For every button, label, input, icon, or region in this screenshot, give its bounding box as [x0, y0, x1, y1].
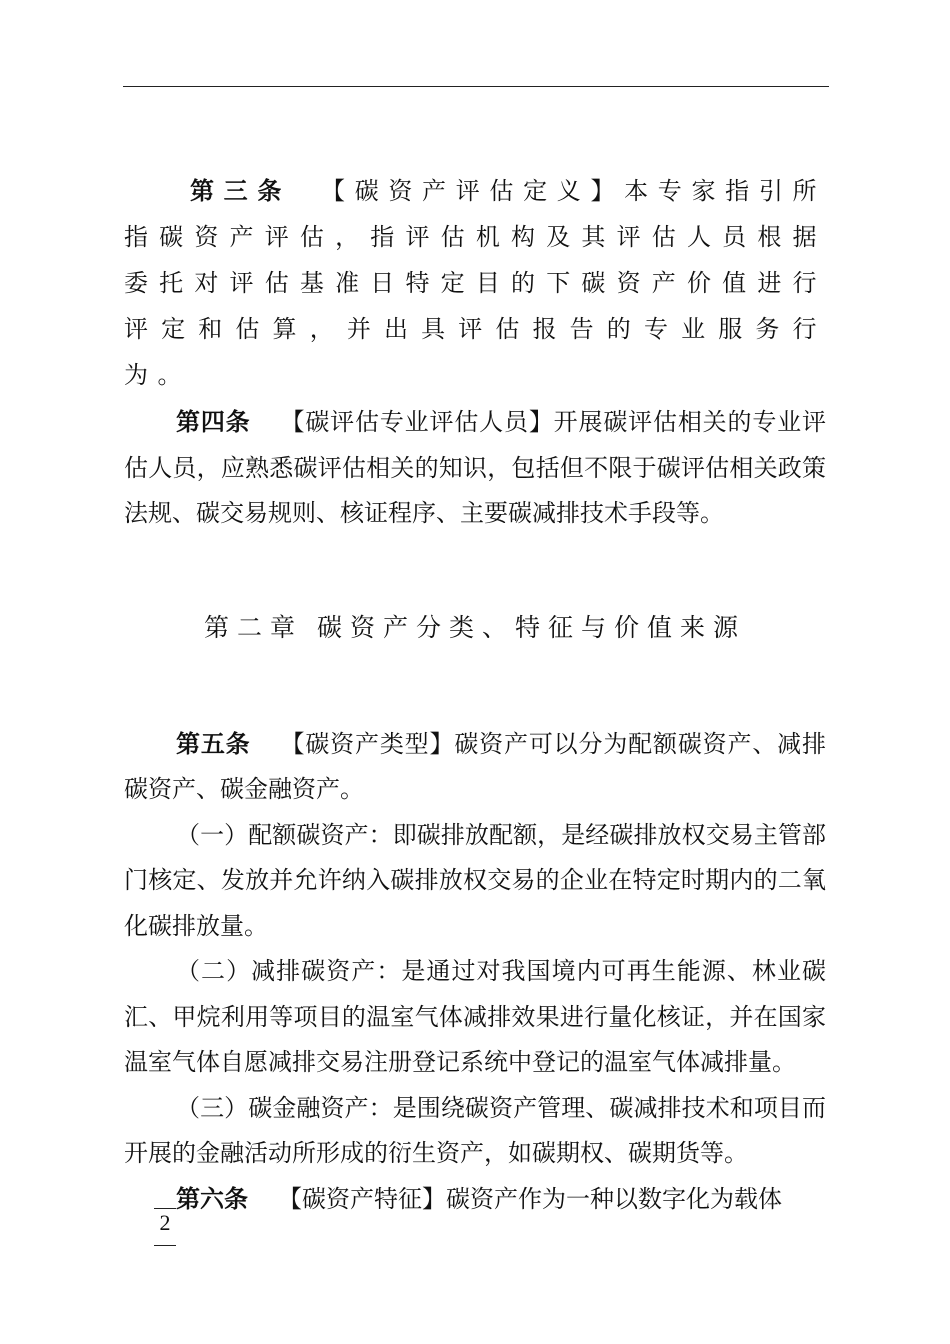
header-rule — [123, 86, 829, 87]
chapter-number: 第二章 — [203, 612, 303, 642]
page-number: 2 — [159, 1210, 171, 1235]
article-4-text: 【碳评估专业评估人员】开展碳评估相关的专业评估人员，应熟悉碳评估相关的知识，包括但不限于碳评估相关政策法规、碳交易规则、核证程序、主要碳减排技术手段等。 — [124, 408, 826, 527]
article-3-number: 第三条 — [190, 177, 292, 205]
article-6 — [124, 1177, 826, 1223]
article-5-item-1: （一）配额碳资产：即碳排放配额，是经碳排放权交易主管部门核定、发放并允许纳入碳排放权交易的企业在特定时期内的二氧化碳排放量。 — [124, 820, 826, 940]
page-number-dash-bottom — [154, 1245, 176, 1246]
document-body — [124, 168, 826, 1222]
article-4 — [124, 400, 826, 537]
article-3 — [124, 168, 826, 398]
article-6-text: 【碳资产特征】碳资产作为一种以数字化为载体 — [278, 1184, 782, 1213]
chapter-heading — [124, 607, 826, 649]
article-5 — [124, 722, 826, 813]
article-4-number: 第四条 — [176, 408, 251, 436]
article-3-text: 【碳资产评估定义】本专家指引所指碳资产评估，指评估机构及其评估人员根据委托对评估基准日特定目的下碳资产价值进行评定和估算，并出具评估报告的专业服务行为。 — [124, 177, 827, 389]
article-6-number: 第六条 — [176, 1184, 248, 1213]
page-footer — [150, 1200, 180, 1246]
article-5-number: 第五条 — [176, 729, 251, 758]
article-5-text: 【碳资产类型】碳资产可以分为配额碳资产、减排碳资产、碳金融资产。 — [124, 729, 826, 803]
chapter-title: 碳资产分类、特征与价值来源 — [317, 612, 747, 642]
article-5-item-2: （二）减排碳资产：是通过对我国境内可再生能源、林业碳汇、甲烷利用等项目的温室气体减排效果进行量化核证，并在国家温室气体自愿减排交易注册登记系统中登记的温室气体减排量。 — [124, 957, 826, 1076]
article-5-item-3: （三）碳金融资产：是围绕碳资产管理、碳减排技术和项目而开展的金融活动所形成的衍生资产，如碳期权、碳期货等。 — [124, 1093, 826, 1167]
